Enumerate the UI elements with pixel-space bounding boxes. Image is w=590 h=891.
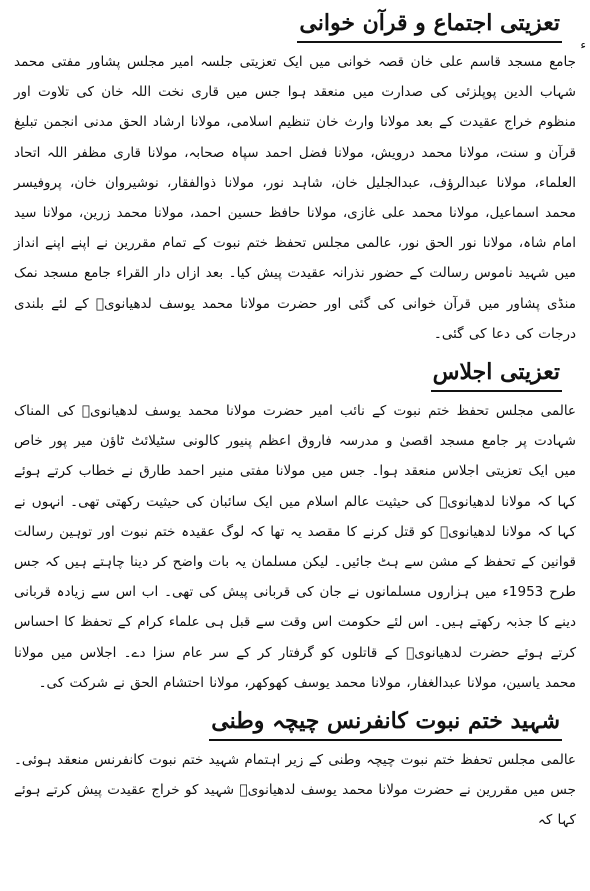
- section-heading: تعزیتی اجلاس: [431, 355, 562, 392]
- section-paragraph: جامع مسجد قاسم علی خان قصہ خوانی میں ایک تعزیتی جلسہ امیر مجلس پشاور مفتی محمد شہاب الدین پوپلزئی کی صدارت میں منعقد ہوا جس میں قاری نخت اللہ خان کی تلاوت اور منظوم خراج عقیدت کے بعد مولانا وارث خان تنظیم اسلامی، مولانا ارشاد الحق مدنی انجمن تبلیغ قرآن و سنت، مولانا محمد درویش، مولانا فضل احمد سپاہ صحابہ، مولانا قاری مظفر اللہ اتحاد العلماء، مولانا عبدالرؤف، عبدالجلیل خان، شاہد نور، مولانا ذوالفقار، نوشیروان خان، پروفیسر محمد اسماعیل، مولانا محمد علی غازی، مولانا حافظ حسین احمد، مولانا محمد زرین، مولانا سید امام شاہ، مولانا نور الحق نور، عالمی مجلس تحفظ ختم نبوت کے تمام مقررین نے اپنے اپنے انداز میں شہید ناموس رسالت کے حضور نذرانہ عقیدت پیش کیا۔ بعد ازاں دار القراء جامع مسجد نمک منڈی پشاور میں قرآن خوانی کی گئی اور حضرت مولانا محمد یوسف لدھیانویؒ کے لئے بلندی درجات کی دعا کی گئی۔: [14, 54, 576, 342]
- section-heading: تعزیتی اجتماع و قرآن خوانی: [297, 6, 562, 43]
- section-paragraph: عالمی مجلس تحفظ ختم نبوت کے نائب امیر حضرت مولانا محمد یوسف لدھیانویؒ کی المناک شہادت پر جامع مسجد اقصیٰ و مدرسہ فاروق اعظم پنیور کالونی سٹیلائٹ ٹاؤن میر پور خاص میں ایک تعزیتی اجلاس منعقد ہوا۔ جس میں مولانا مفتی منیر احمد طارق نے خطاب کرتے ہوئے کہا کہ مولانا لدھیانویؒ کی حیثیت عالم اسلام میں ایک سائبان کی حیثیت رکھتی تھی۔ انہوں نے کہا کہ مولانا لدھیانویؒ کو قتل کرنے کا مقصد یہ تھا کہ لوگ عقیدہ ختم نبوت اور توہین رسالت قوانین کے تحفظ کے مشن سے ہٹ جائیں۔ لیکن مسلمان یہ بات واضح کر دینا چاہتے ہیں کہ جس طرح 1953ء میں ہزاروں مسلمانوں نے جان کی قربانی پیش کی تھی۔ اب اس سے زیادہ قربانی دینے کا جذبہ رکھتے ہیں۔ اس لئے حکومت اس وقت سے قبل ہی علماء کرام کے تحفظ کا احساس کرتے ہوئے حضرت لدھیانویؒ کے قاتلوں کو گرفتار کر کے سر عام سزا دے۔ اجلاس میں مولانا محمد یاسین، مولانا عبدالغفار، مولانا محمد یوسف کھوکھر، مولانا احتشام الحق نے شرکت کی۔: [14, 403, 576, 691]
- section-1: [10, 6, 580, 43]
- section-3: [10, 704, 580, 741]
- section-heading: شہید ختم نبوت کانفرنس چیچہ وطنی: [209, 704, 562, 741]
- section-paragraph: عالمی مجلس تحفظ ختم نبوت چیچہ وطنی کے زیر اہتمام شہید ختم نبوت کانفرنس منعقد ہوئی۔ جس میں مقررین نے حضرت مولانا محمد یوسف لدھیانویؒ شہید کو خراج عقیدت پیش کرتے ہوئے کہا کہ: [14, 752, 576, 829]
- section-2: [10, 355, 580, 392]
- corner-mark: ء: [580, 38, 586, 52]
